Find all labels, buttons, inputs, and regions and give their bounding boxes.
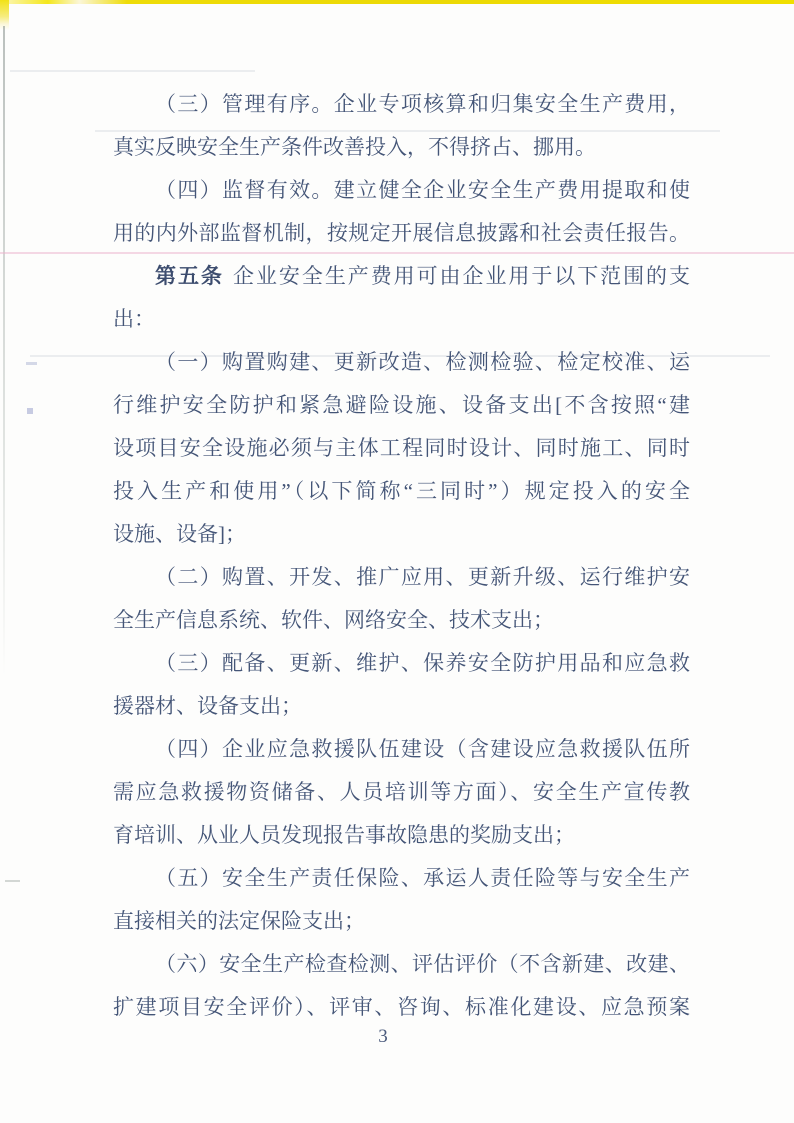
text-line: （一）购置购建、更新改造、检测检验、检定校准、运: [155, 350, 690, 374]
text-line: （四）企业应急救援队伍建设（含建设应急救援队伍所: [155, 737, 690, 761]
text-line: （二）购置、开发、推广应用、更新升级、运行维护安: [155, 565, 690, 589]
scan-artifact-left-edge: [3, 26, 5, 676]
text-line: 出：: [113, 307, 155, 331]
text-line: 援器材、设备支出；: [113, 694, 302, 718]
scan-speck: [5, 880, 20, 882]
scan-streak: [10, 70, 255, 72]
text-line: 第五条 企业安全生产费用可由企业用于以下范围的支: [155, 264, 691, 288]
document-body: [113, 83, 690, 1029]
text-line: （五）安全生产责任保险、承运人责任险等与安全生产: [155, 866, 690, 890]
scan-speck: [26, 362, 37, 365]
text-line: （六）安全生产检查检测、评估评价（不含新建、改建、: [155, 952, 690, 976]
scan-artifact-top-edge: [0, 0, 794, 4]
text-line: 设施、设备]；: [113, 522, 246, 546]
article-heading: 第五条: [155, 264, 224, 288]
text-line: 全生产信息系统、软件、网络安全、技术支出；: [113, 608, 554, 632]
page-number: 3: [378, 1026, 388, 1047]
text-line: 投入生产和使用”（以下简称“三同时”）规定投入的安全: [113, 479, 690, 503]
text-line: 真实反映安全生产条件改善投入，不得挤占、挪用。: [113, 135, 596, 159]
text-line: （三）管理有序。企业专项核算和归集安全生产费用，: [155, 92, 690, 116]
scan-speck: [27, 408, 33, 414]
text-line: 用的内外部监督机制，按规定开展信息披露和社会责任报告。: [113, 221, 690, 245]
text-line: （三）配备、更新、维护、保养安全防护用品和应急救: [155, 651, 690, 675]
text-line: 育培训、从业人员发现报告事故隐患的奖励支出；: [113, 823, 575, 847]
text-line: 设项目安全设施必须与主体工程同时设计、同时施工、同时: [113, 436, 690, 460]
text-line: （四）监督有效。建立健全企业安全生产费用提取和使: [155, 178, 690, 202]
text-line: 行维护安全防护和紧急避险设施、设备支出[不含按照“建: [113, 393, 690, 417]
text-line: 扩建项目安全评价）、评审、咨询、标准化建设、应急预案: [113, 995, 690, 1019]
text-line: 直接相关的法定保险支出；: [113, 909, 365, 933]
text-line: 需应急救援物资储备、人员培训等方面）、安全生产宣传教: [113, 780, 690, 804]
